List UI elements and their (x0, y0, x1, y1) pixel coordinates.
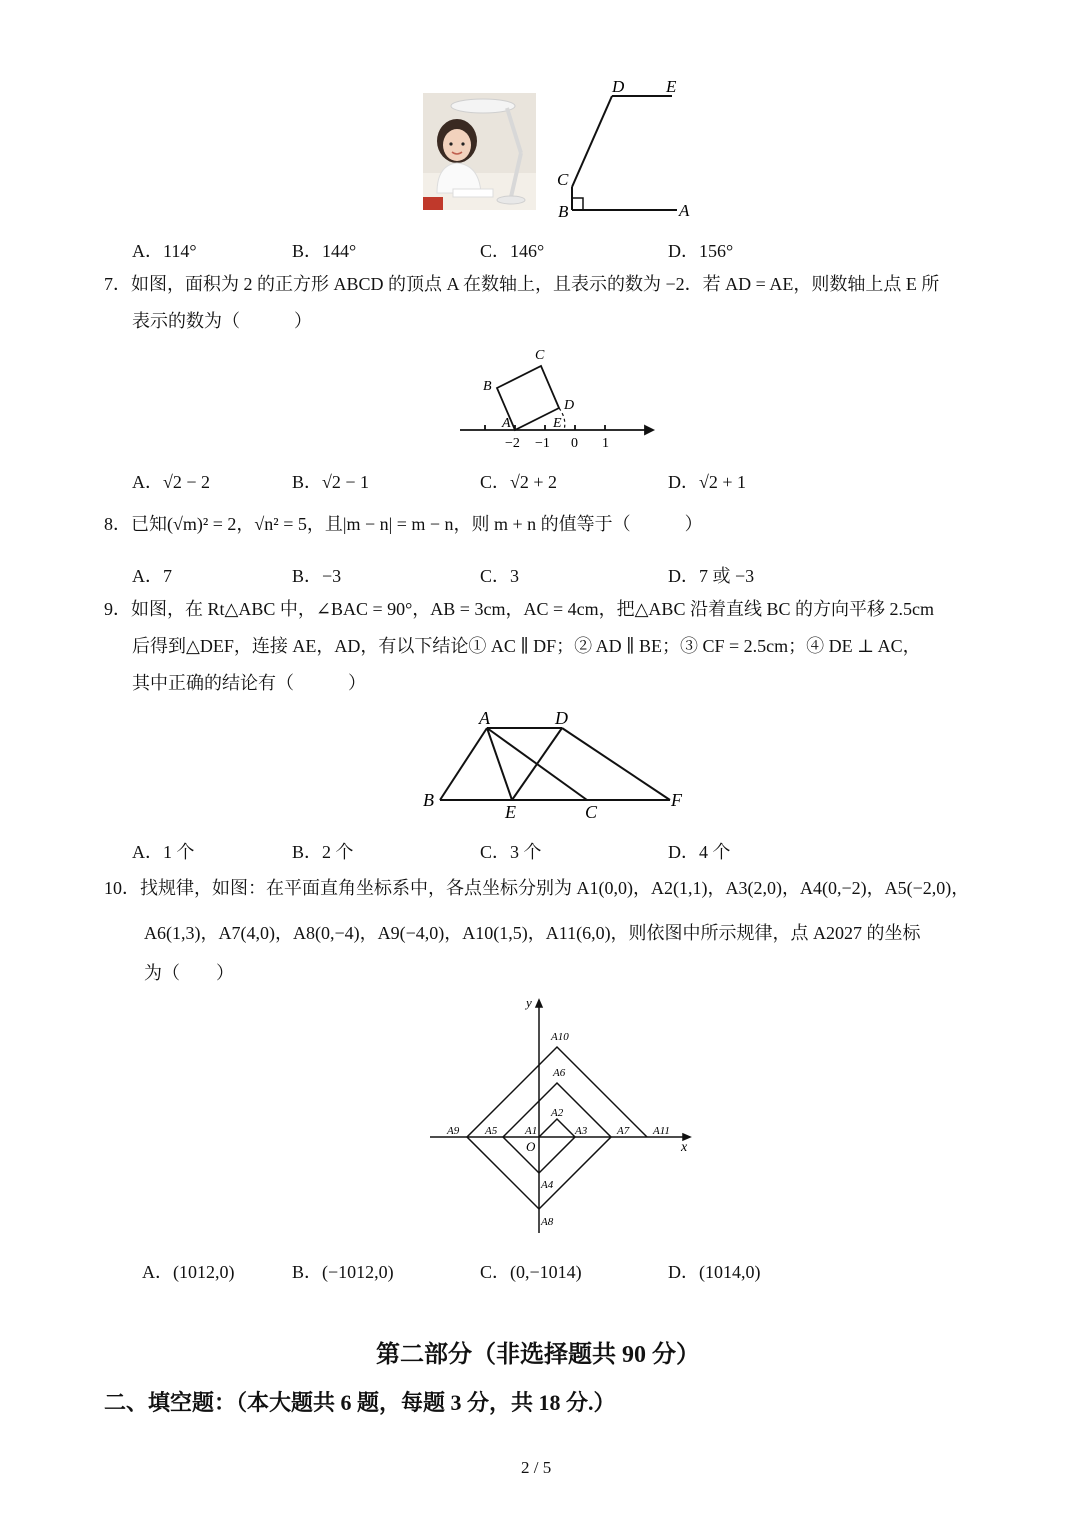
label-e: E (505, 802, 516, 822)
label-c: C (535, 348, 545, 363)
label-a: A (679, 201, 690, 220)
q8-choice-c (480, 562, 519, 588)
choice-text: 3 (510, 566, 520, 586)
choice-text: 144° (322, 241, 357, 261)
label-d: D (555, 708, 568, 728)
choice-letter: B． (292, 472, 323, 492)
q9-stem-line3: 其中正确的结论有（ ） (132, 673, 366, 693)
label-c: C (585, 802, 598, 822)
q7-choice-b (292, 468, 369, 494)
label-a10: A10 (551, 1031, 569, 1043)
line-cd (572, 96, 612, 187)
choice-text: −3 (322, 566, 342, 586)
fill-blank-section-heading: 二、填空题：（本大题共 6 题，每题 3 分，共 18 分.） (104, 1390, 616, 1415)
label-a8: A8 (541, 1216, 554, 1228)
choice-text: 3 个 (510, 842, 542, 862)
question-text: 已知(√m)² = 2，√n² = 5，且|m − n| = m − n，则 m + n 的值等于（ ） (131, 514, 703, 534)
choice-text: √2 − 2 (163, 472, 211, 492)
choice-text: 146° (510, 241, 545, 261)
label-y: y (526, 995, 532, 1010)
choice-letter: D． (668, 842, 699, 862)
q9-stem-line2: 后得到△DEF，连接 AE，AD，有以下结论① AC ∥ DF；② AD ∥ BE；③ CF = 2.5cm；④ DE ⊥ AC， (132, 636, 921, 656)
right-angle-mark (572, 198, 583, 210)
choice-text: 1 个 (163, 842, 195, 862)
choice-text: 156° (699, 241, 734, 261)
tick-zero: 0 (571, 436, 578, 451)
choice-letter: D． (668, 1262, 699, 1282)
label-c: C (557, 170, 569, 189)
q10-stem-line3: 为（ ） (144, 963, 234, 983)
q10-choice-a (142, 1258, 235, 1284)
label-a7: A7 (617, 1125, 630, 1137)
page-number: 2 / 5 (521, 1458, 552, 1477)
q8-choice-b (292, 562, 341, 588)
girl-with-lamp-photo (423, 93, 536, 210)
q7-stem-line2: 表示的数为（ ） (132, 311, 312, 331)
q8-stem (104, 514, 703, 536)
choice-text: (1012,0) (173, 1262, 235, 1282)
label-a1: A1 (525, 1125, 538, 1137)
choice-text: 7 或 −3 (699, 566, 755, 586)
line-de (512, 728, 562, 800)
q9-translation-diagram (415, 705, 695, 825)
label-b: B (483, 379, 492, 394)
choice-letter: A． (132, 842, 163, 862)
q9-choice-b (292, 838, 354, 864)
choice-letter: B． (292, 1262, 323, 1282)
label-a5: A5 (485, 1125, 498, 1137)
label-b: B (423, 790, 434, 810)
photo-illustration (423, 93, 536, 210)
choice-text: 4 个 (699, 842, 731, 862)
q7-choice-c (480, 468, 557, 494)
q7-choice-a (132, 468, 210, 494)
choice-text: (0,−1014) (510, 1262, 582, 1282)
label-a2: A2 (551, 1107, 564, 1119)
q9-choice-a (132, 838, 195, 864)
line-ba (440, 728, 487, 800)
label-x: x (681, 1140, 688, 1155)
part-two-title: 第二部分（非选择题共 90 分） (376, 1342, 700, 1368)
line-ae (487, 728, 512, 800)
tick-minus-2: −2 (505, 436, 520, 451)
label-d: D (564, 398, 575, 413)
label-a6: A6 (553, 1067, 566, 1079)
q10-choice-b (292, 1258, 394, 1284)
y-axis-arrow (536, 1000, 542, 1007)
question-number: 9． (104, 599, 131, 619)
label-a4: A4 (541, 1179, 554, 1191)
choice-text: √2 + 2 (510, 472, 558, 492)
q7-stem-line1 (104, 274, 939, 296)
tick-one: 1 (602, 436, 609, 451)
q6-choice-d (668, 237, 733, 263)
line-df (562, 728, 670, 800)
question-text: 如图，在 Rt△ABC 中，∠BAC = 90°，AB = 3cm，AC = 4cm，把△ABC 沿着直线 BC 的方向平移 2.5cm (131, 599, 934, 619)
choice-letter: B． (292, 566, 323, 586)
label-a: A (479, 708, 490, 728)
tick-minus-1: −1 (535, 436, 550, 451)
choice-text: 2 个 (322, 842, 354, 862)
label-origin: O (526, 1139, 536, 1154)
label-b: B (558, 202, 569, 221)
choice-text: (−1012,0) (322, 1262, 394, 1282)
choice-letter: A． (132, 566, 163, 586)
q9-stem-line1 (104, 599, 934, 621)
choice-letter: A． (132, 241, 163, 261)
choice-text: √2 + 1 (699, 472, 747, 492)
q10-choice-c (480, 1258, 582, 1284)
choice-text: 114° (163, 241, 197, 261)
q6-choice-a (132, 237, 197, 263)
choice-letter: D． (668, 241, 699, 261)
q7-numberline-diagram (455, 343, 660, 453)
q6-angle-diagram (550, 72, 700, 227)
q8-choice-d (668, 562, 754, 588)
q7-choice-d (668, 468, 746, 494)
label-a11: A11 (653, 1125, 670, 1137)
q10-stem-line2: A6(1,3)，A7(4,0)，A8(0,−4)，A9(−4,0)，A10(1,5)，A11(6,0)，则依图中所示规律，点 A2027 的坐标 (144, 923, 921, 943)
choice-letter: C． (480, 472, 511, 492)
choice-letter: B． (292, 241, 323, 261)
q6-choice-c (480, 237, 544, 263)
label-a9: A9 (447, 1125, 460, 1137)
question-number: 8． (104, 514, 131, 534)
question-text: 如图，面积为 2 的正方形 ABCD 的顶点 A 在数轴上，且表示的数为 −2．若 AD = AE，则数轴上点 E 所 (131, 274, 940, 294)
choice-letter: A． (142, 1262, 173, 1282)
question-number: 7． (104, 274, 131, 294)
q6-choice-b (292, 237, 356, 263)
choice-letter: D． (668, 566, 699, 586)
choice-text: √2 − 1 (322, 472, 370, 492)
choice-letter: C． (480, 842, 511, 862)
choice-letter: C． (480, 241, 511, 261)
choice-letter: B． (292, 842, 323, 862)
choice-letter: C． (480, 566, 511, 586)
label-e: E (666, 77, 677, 96)
choice-letter: D． (668, 472, 699, 492)
question-text: 找规律，如图：在平面直角坐标系中，各点坐标分别为 A1(0,0)，A2(1,1)，A3(2,0)，A4(0,−2)，A5(−2,0)， (140, 878, 970, 898)
choice-letter: A． (132, 472, 163, 492)
choice-text: (1014,0) (699, 1262, 761, 1282)
number-line-arrow (645, 426, 653, 434)
q9-choice-d (668, 838, 731, 864)
q10-choice-d (668, 1258, 761, 1284)
choice-text: 7 (163, 566, 172, 586)
q9-choice-c (480, 838, 542, 864)
label-e: E (553, 416, 562, 431)
q10-stem-line1 (104, 878, 969, 900)
q8-choice-a (132, 562, 172, 588)
q10-coordinate-diagram (425, 995, 695, 1235)
choice-letter: C． (480, 1262, 511, 1282)
label-f: F (671, 790, 682, 810)
label-a3: A3 (575, 1125, 588, 1137)
label-d: D (612, 77, 625, 96)
question-number: 10． (104, 878, 140, 898)
label-a: A (502, 416, 511, 431)
